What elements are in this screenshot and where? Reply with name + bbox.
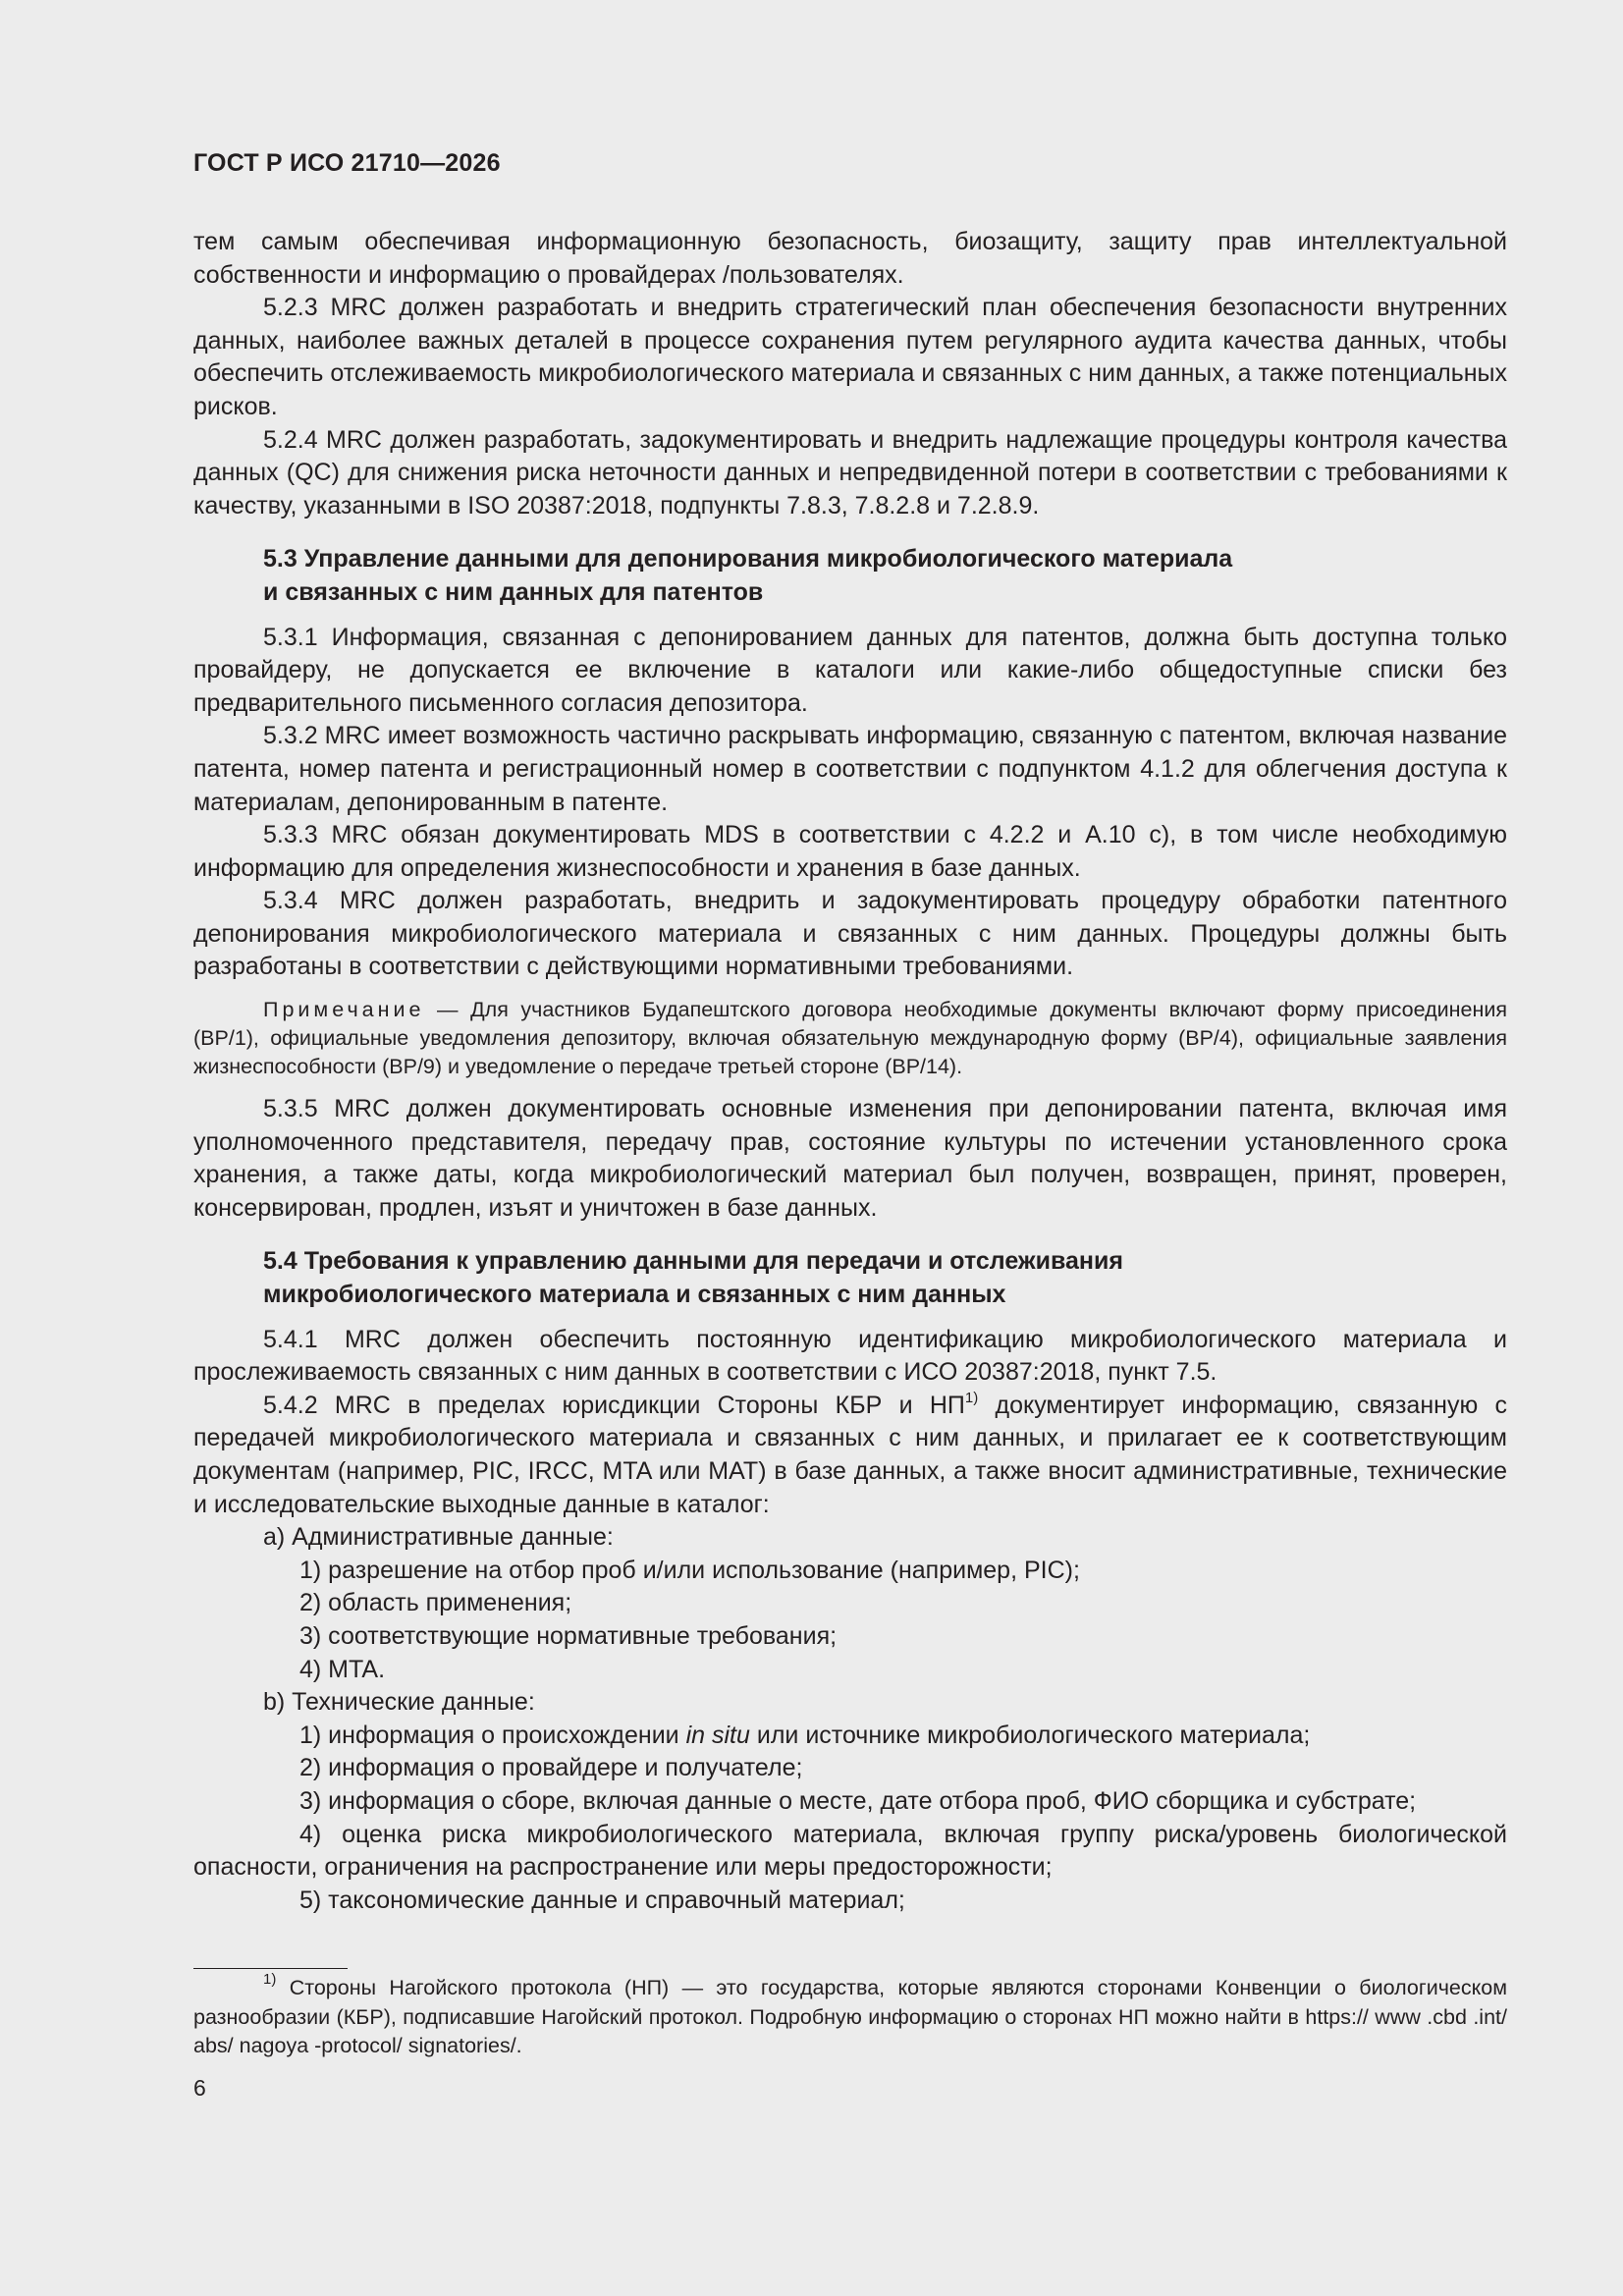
section-heading-5-4 [263, 1245, 1507, 1311]
list-item-a4: 4) MTA. [299, 1655, 386, 1683]
paragraph-5-3-3: 5.3.3 MRC обязан документировать MDS в соответствии с 4.2.2 и A.10 c), в том числе необходимую информацию для определения жизнеспособности и хранения в базе данных. [193, 821, 1507, 882]
footnote-divider [193, 1968, 348, 1969]
note-label: Примечание [263, 998, 425, 1022]
paragraph-5-2-4: 5.2.4 MRC должен разработать, задокументировать и внедрить надлежащие процедуры контроля качества данных (QC) для снижения риска неточности данных и непредвиденной потери в соответствии с требованиями к качеству, указанными в ISO 20387:2018, подпункты 7.8.3, 7.8.2.8 и 7.2.8.9. [193, 425, 1507, 519]
page-number: 6 [193, 2075, 206, 2101]
list-item-b2: 2) информация о провайдере и получателе; [299, 1754, 803, 1782]
paragraph-5-4-2-rest: документирует информацию, связанную с передачей микробиологического материала и связанных с ним данных, и прилагает ее к соответствующим документам (например, PIC, IRCC, MTA или MAT) в базе данных, а также вносит административные, технические и исследовательские выходные данные в каталог: [193, 1391, 1507, 1518]
note [193, 996, 1507, 1081]
footnote-mark: 1) [263, 1971, 277, 1988]
list-item-b1 [193, 1720, 1507, 1753]
list-item-b: b) Технические данные: [263, 1688, 535, 1717]
list-item-b1-start: 1) информация о происхождении [299, 1721, 686, 1749]
list-item-b4: 4) оценка риска микробиологического материала, включая группу риска/уровень биологической опасности, ограничения на распространение или меры предосторожности; [193, 1820, 1507, 1882]
list-item-b5: 5) таксономические данные и справочный материал; [299, 1886, 905, 1914]
paragraph-5-4-1: 5.4.1 MRC должен обеспечить постоянную идентификацию микробиологического материала и прослеживаемость связанных с ним данных в соответствии с ИСО 20387:2018, пункт 7.5. [193, 1325, 1507, 1387]
section-heading-5-4-line1: 5.4 Требования к управлению данными для передачи и отслеживания [263, 1247, 1123, 1276]
list-item-b1-italic: in situ [685, 1721, 750, 1749]
paragraph-5-4-2-start: 5.4.2 MRC в пределах юрисдикции Стороны КБР и НП [263, 1391, 965, 1419]
paragraph-5-3-2: 5.3.2 MRC имеет возможность частично раскрывать информацию, связанную с патентом, включая название патента, номер патента и регистрационный номер в соответствии с подпунктом 4.1.2 для облегчения доступа к материалам, депонированным в патенте. [193, 722, 1507, 816]
paragraph-5-3-4: 5.3.4 MRC должен разработать, внедрить и задокументировать процедуру обработки патентного депонирования микробиологического материала и связанных с ним данных. Процедуры должны быть разработаны в соответствии с действующими нормативными требованиями. [193, 887, 1507, 981]
paragraph-5-4-2 [193, 1390, 1507, 1521]
footnote [193, 1971, 1507, 2061]
section-heading-5-4-line2: микробиологического материала и связанных с ним данных [263, 1281, 1006, 1309]
list-item-b1-end: или источнике микробиологического материала; [749, 1721, 1311, 1749]
paragraph-5-3-1: 5.3.1 Информация, связанная с депонированием данных для патентов, должна быть доступна только провайдеру, не допускается ее включение в каталоги или какие-либо общедоступные списки без предварительного письменного согласия депозитора. [193, 623, 1507, 717]
paragraph-5-3-5: 5.3.5 MRC должен документировать основные изменения при депонировании патента, включая имя уполномоченного представителя, передачу прав, состояние культуры по истечении установленного срока хранения, а также даты, когда микробиологический материал был получен, возвращен, принят, проверен, консервирован, продлен, изъят и уничтожен в базе данных. [193, 1095, 1507, 1222]
section-heading-5-3-line2: и связанных с ним данных для патентов [263, 577, 764, 606]
section-heading-5-3-line1: 5.3 Управление данными для депонирования микробиологического материала [263, 545, 1233, 574]
list-item-b3: 3) информация о сборе, включая данные о месте, дате отбора проб, ФИО сборщика и субстрате; [299, 1786, 1417, 1815]
document-header: ГОСТ Р ИСО 21710—2026 [193, 149, 501, 177]
list-item-a: a) Административные данные: [263, 1523, 614, 1552]
list-item-a3: 3) соответствующие нормативные требования; [299, 1621, 838, 1650]
footnote-text: Стороны Нагойского протокола (НП) — это государства, которые являются сторонами Конвенции о биологическом разнообразии (КБР), подписавшие Нагойский протокол. Подробную информацию о сторонах НП можно найти в https:// www .cbd .int/ abs/ nagoya -protocol/ signatories/. [193, 1976, 1507, 2057]
footnote-reference: 1) [964, 1389, 979, 1406]
list-item-a1: 1) разрешение на отбор проб и/или использование (например, PIC); [299, 1556, 1080, 1584]
list-item-a2: 2) область применения; [299, 1589, 572, 1617]
document-body [193, 226, 1507, 1917]
paragraph-continuation: тем самым обеспечивая информационную безопасность, биозащиту, защиту прав интеллектуальной собственности и информацию о провайдерах /пользователях. [193, 228, 1507, 289]
note-text: — Для участников Будапештского договора необходимые документы включают форму присоединения (BP/1), официальные уведомления депозитору, включая обязательную международную форму (BP/4), официальные заявления жизнеспособности (BP/9) и уведомление о передаче третьей стороне (BP/14). [193, 998, 1507, 1079]
section-heading-5-3 [263, 543, 1507, 609]
paragraph-5-2-3: 5.2.3 MRC должен разработать и внедрить стратегический план обеспечения безопасности внутренних данных, наиболее важных деталей в процессе сохранения путем регулярного аудита качества данных, чтобы обеспечить отслеживаемость микробиологического материала и связанных с ним данных, а также потенциальных рисков. [193, 294, 1507, 420]
